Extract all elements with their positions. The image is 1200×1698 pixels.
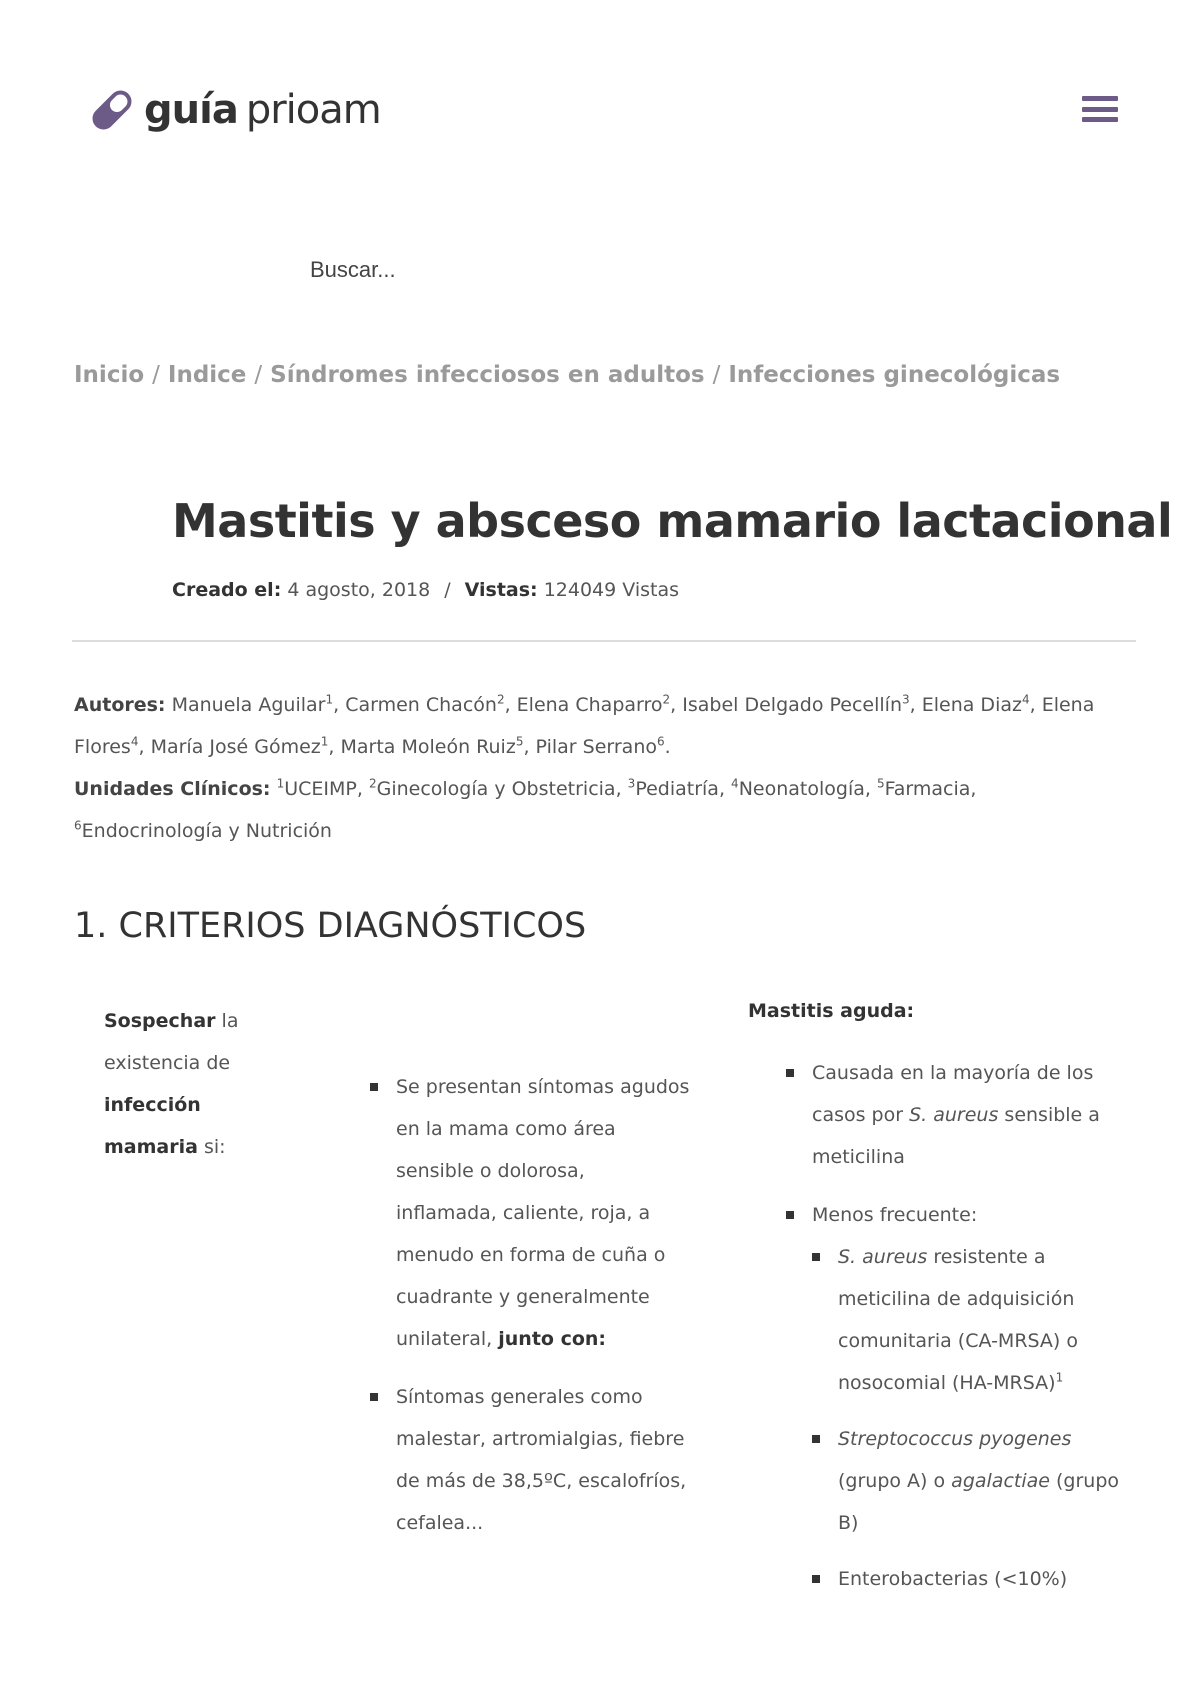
unit-sup: 6	[74, 818, 82, 833]
unit-name: Endocrinología y Nutrición	[81, 820, 332, 842]
units-label: Unidades Clínicos:	[74, 778, 271, 800]
item-text: Se presentan síntomas agudos en la mama como área sensible o dolorosa, inflamada, caliente, roja, a menudo en forma de cuña o cuadrante y generalmente unilateral,	[396, 1076, 690, 1350]
search-input[interactable]	[310, 250, 810, 290]
created-value: 4 agosto, 2018	[287, 579, 431, 601]
acute-mastitis-title: Mastitis aguda:	[748, 1000, 915, 1022]
logo-light-text: prioam	[245, 87, 381, 133]
item-text: sensible a meticilina	[812, 1104, 1100, 1168]
item-text: (grupo B)	[838, 1470, 1120, 1534]
logo-text	[144, 87, 381, 133]
unit-name: Neonatología	[738, 778, 865, 800]
breadcrumb-separator: /	[152, 362, 160, 388]
author-name: María José Gómez	[150, 736, 321, 758]
item-italic: S. aureus	[909, 1104, 999, 1126]
menu-bar	[1082, 96, 1118, 101]
plain-text: si:	[197, 1136, 226, 1158]
symptoms-column	[370, 1066, 690, 1560]
author-sup: 2	[496, 692, 505, 707]
author-name: Manuela Aguilar	[171, 694, 326, 716]
suspect-infection-text	[104, 1000, 254, 1168]
unit-sup: 1	[276, 776, 285, 791]
breadcrumb-separator: /	[712, 362, 721, 388]
item-text: Síntomas generales como malestar, artromialgias, fiebre de más de 38,5ºC, escalofríos, cefalea...	[396, 1386, 687, 1534]
author-sup: 1	[320, 734, 329, 749]
bold-text: infección mamaria	[104, 1094, 201, 1158]
unit-sup: 4	[731, 776, 739, 791]
plain-text: la existencia de	[104, 1010, 239, 1074]
menu-bar	[1082, 117, 1118, 122]
item-text: Menos frecuente:	[812, 1204, 978, 1226]
meta-separator: /	[444, 579, 451, 601]
author-name: Isabel Delgado Pecellín	[682, 694, 902, 716]
article-meta	[172, 579, 679, 601]
author-sup: 6	[657, 734, 665, 749]
unit-sup: 5	[876, 776, 885, 791]
views-value: 124049 Vistas	[543, 579, 680, 601]
item-text: Causada en la mayoría de los casos por	[812, 1062, 1094, 1126]
page-title: Mastitis y absceso mamario lactacional	[172, 494, 1173, 548]
author-name: Elena Flores	[74, 694, 1095, 758]
bold-text: Sospechar	[104, 1010, 216, 1032]
author-name: Marta Moleón Ruiz	[340, 736, 516, 758]
item-sup: 1	[1055, 1370, 1064, 1385]
unit-name: Pediatría	[635, 778, 719, 800]
author-name: Pilar Serrano	[535, 736, 657, 758]
pill-icon	[86, 84, 138, 136]
breadcrumb-separator: /	[254, 362, 263, 388]
author-sup: 5	[515, 734, 524, 749]
author-sup: 4	[130, 734, 139, 749]
breadcrumb-sindromes[interactable]: Síndromes infecciosos en adultos	[270, 362, 705, 388]
item-italic: S. aureus	[838, 1246, 928, 1268]
menu-bar	[1082, 107, 1118, 112]
divider	[72, 640, 1136, 642]
author-sup: 1	[325, 692, 334, 707]
views-label: Vistas:	[464, 579, 538, 601]
created-label: Creado el:	[172, 579, 282, 601]
sub-list-item	[812, 1236, 1126, 1404]
author-sup: 4	[1021, 692, 1030, 707]
unit-sup: 2	[368, 776, 377, 791]
section-heading: 1. CRITERIOS DIAGNÓSTICOS	[74, 906, 587, 946]
author-sup: 3	[902, 692, 910, 707]
sub-list-item	[812, 1418, 1126, 1544]
authors-block: Autores: Manuela Aguilar$^1$, Carmen Chacón$^2$, Elena Chaparro$^2$, Isabel Delgado Pecellín$^3$, Elena Diaz$^4$, Elena Flores$^4$, María José Gómez$^1$, Marta Moleón Ruiz$^5$, Pilar Serrano$^6$. Unidades Clínicos: $^1$UCEIMP, $^2$Ginecología y Obstetricia, $^3$Pediatría, $^4$Neonatología, $^5$Farmacia, $^6$Endocrinología y Nutrición	[74, 692, 1095, 842]
unit-name: Ginecología y Obstetricia	[376, 778, 616, 800]
unit-sup: 3	[627, 776, 636, 791]
item-text: (grupo A) o	[838, 1470, 952, 1492]
unit-name: Farmacia	[884, 778, 971, 800]
list-item	[370, 1376, 690, 1544]
item-italic: Streptococcus pyogenes	[838, 1428, 1072, 1450]
list-item	[786, 1194, 1126, 1600]
breadcrumb-indice[interactable]: Indice	[167, 362, 247, 388]
causes-list	[786, 1052, 1126, 1600]
sub-list	[812, 1236, 1126, 1600]
list-item	[370, 1066, 690, 1360]
site-logo[interactable]	[86, 84, 381, 136]
breadcrumb-infecciones[interactable]: Infecciones ginecológicas	[728, 362, 1061, 388]
item-bold: junto con:	[498, 1328, 607, 1350]
breadcrumb	[74, 362, 1060, 388]
item-text: resistente a meticilina de adquisición comunitaria (CA-MRSA) o nosocomial (HA-MRSA)	[838, 1246, 1079, 1394]
unit-name: UCEIMP	[284, 778, 357, 800]
hamburger-menu-icon[interactable]	[1082, 96, 1118, 122]
author-name: Carmen Chacón	[345, 694, 497, 716]
logo-bold-text: guía	[144, 87, 238, 133]
symptoms-list	[370, 1066, 690, 1544]
sub-list-item	[812, 1558, 1126, 1600]
item-text: Enterobacterias (<10%)	[838, 1568, 1068, 1590]
breadcrumb-inicio[interactable]: Inicio	[74, 362, 145, 388]
list-item	[786, 1052, 1126, 1178]
author-sup: 2	[662, 692, 671, 707]
acute-mastitis-column	[786, 1052, 1126, 1616]
author-name: Elena Diaz	[921, 694, 1022, 716]
item-italic: agalactiae	[951, 1470, 1050, 1492]
authors-label: Autores:	[74, 694, 166, 716]
author-name: Elena Chaparro	[516, 694, 663, 716]
